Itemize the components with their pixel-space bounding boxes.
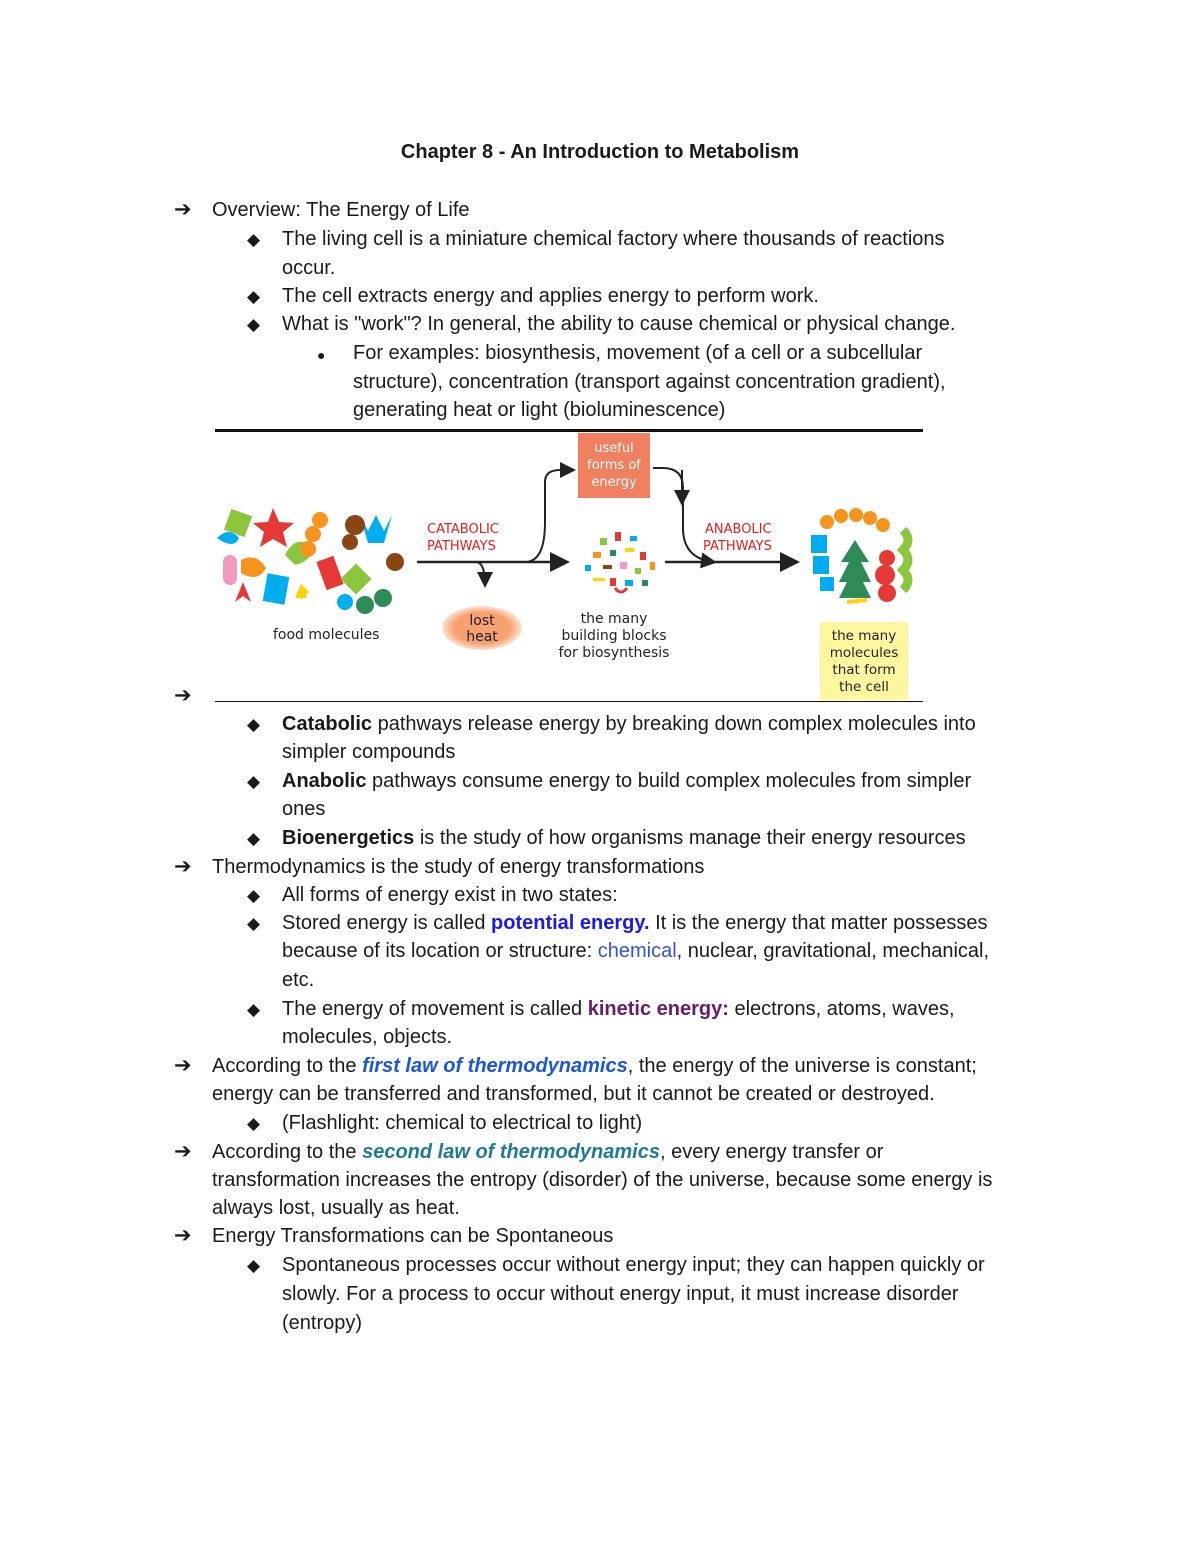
building-blocks-line-1: the many	[580, 611, 648, 627]
second-law-suffix: , every energy transfer or	[659, 1141, 884, 1163]
building-blocks-illustration	[585, 532, 655, 592]
diamond-bullet-icon: ◆	[247, 230, 261, 249]
useful-energy-line-1: useful	[594, 441, 634, 456]
first-law-prefix: According to the	[212, 1055, 357, 1077]
spontaneous-line-1: Spontaneous processes occur without energy input; they can happen quickly or	[282, 1254, 985, 1276]
bioenergetics-definition	[282, 824, 966, 853]
overview-sub-line-3: generating heat or light (bioluminescence)	[353, 399, 726, 421]
diamond-bullet-icon: ◆	[247, 715, 261, 734]
catabolic-definition-line-1	[282, 710, 976, 739]
spontaneous-line-2: slowly. For a process to occur without energy input, it must increase disorder	[282, 1283, 959, 1305]
catabolic-label-line-1: CATABOLIC	[427, 522, 499, 537]
diamond-bullet-icon: ◆	[247, 829, 261, 848]
second-law-line-2: transformation increases the entropy (disorder) of the universe, because some energy is	[212, 1169, 993, 1191]
energy-states-line: All forms of energy exist in two states:	[282, 884, 618, 906]
page-title: Chapter 8 - An Introduction to Metabolism	[400, 141, 800, 163]
cell-molecules-illustration	[811, 508, 908, 602]
kinetic-energy-term: kinetic energy:	[587, 998, 729, 1020]
potential-energy-line-2-suffix: , nuclear, gravitational, mechanical,	[676, 940, 990, 962]
cell-molecules-line-2: molecules	[829, 645, 899, 661]
anabolic-label-line-1: ANABOLIC	[705, 522, 772, 537]
arrow-bullet-icon: ➔	[174, 198, 192, 221]
catabolic-term: Catabolic	[282, 713, 373, 735]
spontaneous-line-3: (entropy)	[282, 1312, 363, 1334]
diamond-bullet-icon: ◆	[247, 315, 261, 334]
figure-bottom-rule	[215, 701, 923, 702]
potential-energy-prefix: Stored energy is called	[282, 912, 486, 934]
arrow-bullet-icon: ➔	[174, 1224, 192, 1247]
potential-energy-term: potential energy.	[491, 912, 650, 934]
catabolic-label-line-2: PATHWAYS	[427, 539, 496, 554]
first-law-line-1	[212, 1052, 977, 1081]
anabolic-term: Anabolic	[282, 770, 367, 792]
arrow-bullet-icon: ➔	[174, 1140, 192, 1163]
catabolic-definition-text: pathways release energy by breaking down complex molecules into	[377, 713, 976, 735]
kinetic-energy-suffix: electrons, atoms, waves,	[734, 998, 955, 1020]
dot-bullet-icon: ●	[317, 347, 326, 363]
overview-bullet-2: The cell extracts energy and applies energy to perform work.	[282, 285, 819, 307]
useful-energy-line-2: forms of	[587, 458, 641, 473]
building-blocks-line-2: building blocks	[561, 628, 667, 644]
kinetic-energy-line-1	[282, 995, 955, 1024]
lost-heat-label-line-1: lost	[469, 613, 495, 629]
second-law-line-1	[212, 1138, 883, 1167]
potential-energy-line-3: etc.	[282, 969, 315, 991]
anabolic-definition-line-1	[282, 767, 971, 796]
potential-energy-line-1	[282, 909, 988, 938]
spontaneous-heading: Energy Transformations can be Spontaneous	[212, 1225, 614, 1247]
overview-bullet-1-line-2: occur.	[282, 257, 336, 279]
arrow-bullet-icon: ➔	[174, 684, 192, 707]
chemical-term: chemical	[597, 940, 677, 962]
overview-heading: Overview: The Energy of Life	[212, 199, 470, 221]
catabolic-definition-line-2: simpler compounds	[282, 741, 456, 763]
useful-energy-line-3: energy	[591, 475, 637, 490]
overview-bullet-3: What is "work"? In general, the ability to cause chemical or physical change.	[282, 313, 956, 335]
bioenergetics-term: Bioenergetics	[282, 827, 415, 849]
food-molecules-illustration	[217, 508, 404, 614]
diamond-bullet-icon: ◆	[247, 1256, 261, 1275]
diamond-bullet-icon: ◆	[247, 914, 261, 933]
potential-energy-line-2-prefix: because of its location or structure:	[282, 940, 593, 962]
kinetic-energy-line-2: molecules, objects.	[282, 1026, 453, 1048]
cell-molecules-line-1: the many	[831, 628, 897, 644]
diamond-bullet-icon: ◆	[247, 886, 261, 905]
diamond-bullet-icon: ◆	[247, 772, 261, 791]
potential-energy-line-2	[282, 937, 989, 966]
second-law-prefix: According to the	[212, 1141, 357, 1163]
bioenergetics-text: is the study of how organisms manage their energy resources	[419, 827, 966, 849]
overview-sub-line-2: structure), concentration (transport against concentration gradient),	[353, 371, 946, 393]
anabolic-label-line-2: PATHWAYS	[703, 539, 772, 554]
anabolic-definition-line-2: ones	[282, 798, 326, 820]
diamond-bullet-icon: ◆	[247, 1114, 261, 1133]
food-molecules-label: food molecules	[273, 627, 380, 643]
metabolism-pathways-diagram	[205, 430, 930, 705]
second-law-line-3: always lost, usually as heat.	[212, 1197, 460, 1219]
arrow-bullet-icon: ➔	[174, 855, 192, 878]
first-law-suffix: , the energy of the universe is constant;	[627, 1055, 977, 1077]
lost-heat-label-line-2: heat	[466, 629, 498, 645]
potential-energy-suffix: It is the energy that matter possesses	[655, 912, 988, 934]
overview-sub-line-1: For examples: biosynthesis, movement (of a cell or a subcellular	[353, 342, 923, 364]
diamond-bullet-icon: ◆	[247, 287, 261, 306]
lost-heat-arrow	[477, 562, 485, 584]
energy-release-arrow	[525, 470, 572, 562]
cell-molecules-line-4: the cell	[839, 679, 889, 695]
arrow-bullet-icon: ➔	[174, 1054, 192, 1077]
thermodynamics-heading: Thermodynamics is the study of energy transformations	[212, 856, 705, 878]
kinetic-energy-prefix: The energy of movement is called	[282, 998, 583, 1020]
first-law-term: first law of thermodynamics	[362, 1055, 628, 1077]
first-law-line-2: energy can be transferred and transformed, but it cannot be created or destroyed.	[212, 1083, 935, 1105]
second-law-term: second law of thermodynamics	[362, 1141, 660, 1163]
overview-bullet-1-line-1: The living cell is a miniature chemical factory where thousands of reactions	[282, 228, 945, 250]
diamond-bullet-icon: ◆	[247, 1000, 261, 1019]
anabolic-definition-text: pathways consume energy to build complex molecules from simpler	[372, 770, 972, 792]
cell-molecules-line-3: that form	[832, 662, 896, 678]
building-blocks-line-3: for biosynthesis	[558, 645, 670, 661]
flashlight-example: (Flashlight: chemical to electrical to light)	[282, 1112, 643, 1134]
